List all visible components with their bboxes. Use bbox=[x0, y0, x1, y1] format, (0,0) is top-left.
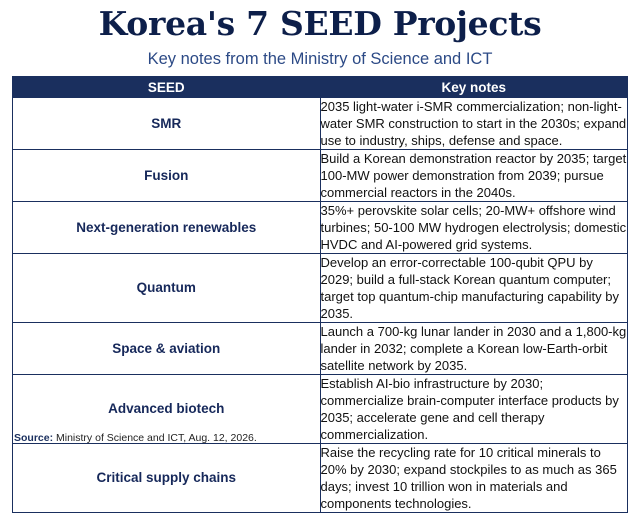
seed-note: Launch a 700-kg lunar lander in 2030 and a 1,800-kg lander in 2032; complete a Korean low-Earth-orbit satellite network by 2035. bbox=[320, 324, 627, 373]
seed-name: Fusion bbox=[13, 150, 321, 202]
seed-name: Quantum bbox=[13, 254, 321, 323]
seed-note: Develop an error-correctable 100-qubit QPU by 2029; build a full-stack Korean quantum computer; target top quantum-chip manufacturing capability by 2035. bbox=[320, 254, 628, 323]
table-row bbox=[13, 254, 628, 323]
source-note bbox=[14, 432, 257, 444]
table-header-row bbox=[13, 77, 628, 98]
seed-note: Raise the recycling rate for 10 critical minerals to 20% by 2030; expand stockpiles to as much as 365 days; invest 10 trillion won in materials and components technologies. bbox=[320, 444, 628, 513]
seed-note: 35%+ perovskite solar cells; 20-MW+ offshore wind turbines; 50-100 MW hydrogen electrolysis; domestic HVDC and AI-powered grid systems. bbox=[320, 203, 627, 252]
table-row bbox=[13, 150, 628, 202]
table-row bbox=[13, 202, 628, 254]
table-row bbox=[13, 98, 628, 150]
table-row bbox=[13, 323, 628, 375]
seed-table bbox=[12, 76, 628, 513]
column-header-seed: SEED bbox=[13, 77, 321, 98]
seed-note: Establish AI-bio infrastructure by 2030; commercialize brain-computer interface products by 2035; accelerate gene and cell therapy commercialization. bbox=[320, 375, 628, 444]
seed-name: Critical supply chains bbox=[13, 444, 321, 513]
seed-note: Build a Korean demonstration reactor by 2035; target 100-MW power demonstration from 2039; pursue commercial reactors in the 2040s. bbox=[320, 151, 627, 200]
source-text: Ministry of Science and ICT, Aug. 12, 2026. bbox=[56, 432, 257, 444]
table-row bbox=[13, 444, 628, 513]
column-header-key-notes: Key notes bbox=[320, 77, 628, 98]
seed-name: SMR bbox=[13, 98, 321, 150]
seed-note: 2035 light-water i-SMR commercialization; non-light-water SMR construction to start in the 2030s; expand use to industry, ships, defense and space. bbox=[320, 99, 627, 148]
seed-name: Next-generation renewables bbox=[13, 202, 321, 254]
page-title: Korea's 7 SEED Projects bbox=[98, 4, 542, 43]
seed-name: Space & aviation bbox=[13, 323, 321, 375]
source-label: Source: bbox=[14, 432, 54, 444]
seed-name: Advanced biotech bbox=[13, 375, 321, 444]
page-subtitle: Key notes from the Ministry of Science and ICT bbox=[147, 50, 493, 68]
